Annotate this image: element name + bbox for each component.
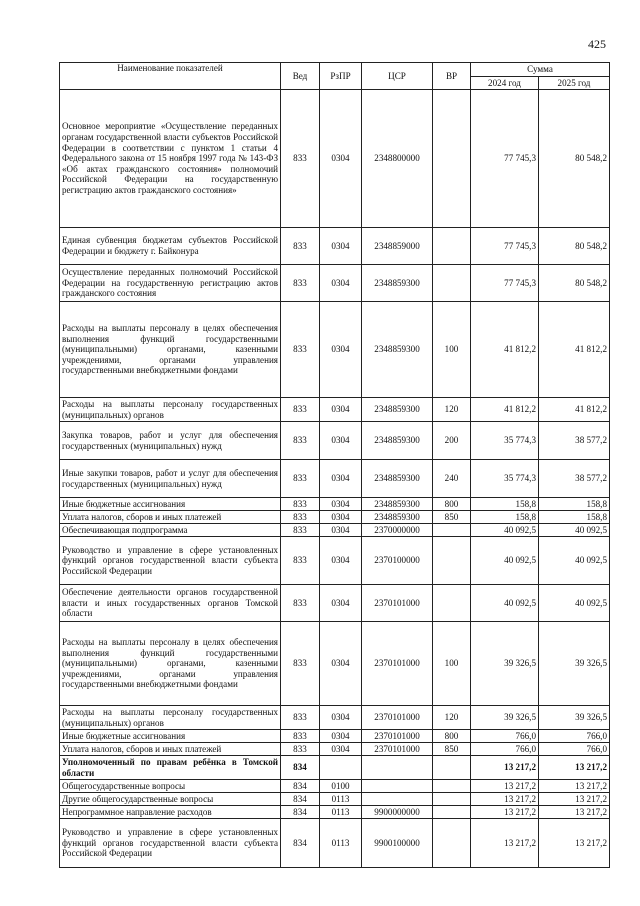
row-sum-2025: 80 548,2 (539, 228, 610, 265)
page-number: 425 (588, 37, 606, 51)
row-rzpr: 0304 (320, 422, 362, 460)
row-ved: 833 (281, 460, 320, 498)
row-sum-2025: 158,8 (539, 511, 610, 524)
row-rzpr: 0100 (320, 780, 362, 793)
row-sum-2025: 80 548,2 (539, 90, 610, 228)
row-sum-2025: 13 217,2 (539, 780, 610, 793)
row-sum-2025: 41 812,2 (539, 302, 610, 398)
table-row (60, 460, 610, 498)
row-ved: 833 (281, 498, 320, 511)
row-sum-2025: 766,0 (539, 730, 610, 743)
row-sum-2025: 13 217,2 (539, 819, 610, 868)
row-csr: 9900100000 (362, 819, 433, 868)
row-vr (433, 819, 471, 868)
header-sum: Сумма (471, 63, 610, 77)
row-sum-2025: 40 092,5 (539, 537, 610, 585)
row-rzpr: 0113 (320, 806, 362, 819)
row-sum-2025: 41 812,2 (539, 398, 610, 422)
row-vr (433, 756, 471, 780)
row-sum-2024: 39 326,5 (471, 706, 539, 730)
row-vr: 100 (433, 302, 471, 398)
row-csr: 2348859300 (362, 511, 433, 524)
row-rzpr: 0304 (320, 511, 362, 524)
row-vr (433, 228, 471, 265)
row-vr: 120 (433, 398, 471, 422)
table-row (60, 228, 610, 265)
row-vr (433, 265, 471, 302)
row-name: Непрограммное направление расходов (60, 806, 281, 819)
row-name: Закупка товаров, работ и услуг для обеспечения государственных (муниципальных) нужд (60, 422, 281, 460)
table-row (60, 511, 610, 524)
row-name: Уплата налогов, сборов и иных платежей (60, 743, 281, 756)
row-sum-2024: 13 217,2 (471, 780, 539, 793)
header-csr: ЦСР (362, 63, 433, 90)
table-row (60, 730, 610, 743)
row-rzpr: 0304 (320, 585, 362, 622)
header-year-2024: 2024 год (471, 77, 539, 90)
row-sum-2024: 41 812,2 (471, 302, 539, 398)
row-name: Расходы на выплаты персоналу государственных (муниципальных) органов (60, 398, 281, 422)
row-csr: 2348800000 (362, 90, 433, 228)
budget-table (59, 62, 610, 868)
row-name: Основное мероприятие «Осуществление переданных органам государственной власти субъектов Российской Федерации в соответствии с пунктом 1 статьи 4 Федерального закона от 15 ноября 1997 года № 143-ФЗ «Об актах гражданского состояния» полномочий Российской Федерации на государственную регистрацию актов гражданского состояния» (60, 90, 281, 228)
header-vr: ВР (433, 63, 471, 90)
header-name: Наименование показателей (60, 63, 281, 90)
table-row (60, 622, 610, 706)
row-vr: 200 (433, 422, 471, 460)
row-ved: 833 (281, 422, 320, 460)
row-sum-2024: 35 774,3 (471, 422, 539, 460)
row-ved: 833 (281, 622, 320, 706)
table-row (60, 743, 610, 756)
row-rzpr: 0304 (320, 302, 362, 398)
row-sum-2024: 766,0 (471, 743, 539, 756)
row-ved: 833 (281, 265, 320, 302)
table-row (60, 819, 610, 868)
row-rzpr: 0304 (320, 706, 362, 730)
row-name: Другие общегосударственные вопросы (60, 793, 281, 806)
row-ved: 833 (281, 706, 320, 730)
row-csr: 2348859300 (362, 422, 433, 460)
table-row (60, 265, 610, 302)
table-row (60, 537, 610, 585)
row-sum-2025: 39 326,5 (539, 622, 610, 706)
row-rzpr: 0113 (320, 819, 362, 868)
row-ved: 834 (281, 780, 320, 793)
row-rzpr (320, 756, 362, 780)
row-name: Осуществление переданных полномочий Российской Федерации на государственную регистрацию актов гражданского состояния (60, 265, 281, 302)
row-name: Обеспечивающая подпрограмма (60, 524, 281, 537)
row-rzpr: 0113 (320, 793, 362, 806)
row-csr (362, 793, 433, 806)
row-sum-2024: 158,8 (471, 511, 539, 524)
row-name: Иные бюджетные ассигнования (60, 730, 281, 743)
row-sum-2024: 13 217,2 (471, 793, 539, 806)
row-name: Единая субвенция бюджетам субъектов Российской Федерации и бюджету г. Байконура (60, 228, 281, 265)
table-row (60, 706, 610, 730)
row-ved: 833 (281, 743, 320, 756)
row-sum-2024: 77 745,3 (471, 265, 539, 302)
row-csr: 2370101000 (362, 743, 433, 756)
table-row (60, 806, 610, 819)
table-row (60, 585, 610, 622)
row-name: Расходы на выплаты персоналу в целях обеспечения выполнения функций государственными (муниципальными) органами, казенными учреждениями, органами управления государственными внебюджетными фондами (60, 622, 281, 706)
row-ved: 833 (281, 524, 320, 537)
row-ved: 833 (281, 228, 320, 265)
row-sum-2025: 13 217,2 (539, 806, 610, 819)
row-vr: 100 (433, 622, 471, 706)
row-vr: 120 (433, 706, 471, 730)
row-vr: 240 (433, 460, 471, 498)
row-sum-2024: 40 092,5 (471, 524, 539, 537)
row-csr: 2348859300 (362, 398, 433, 422)
row-ved: 833 (281, 585, 320, 622)
row-sum-2025: 13 217,2 (539, 793, 610, 806)
row-csr (362, 780, 433, 793)
row-ved: 834 (281, 756, 320, 780)
table-row (60, 498, 610, 511)
row-csr: 9900000000 (362, 806, 433, 819)
header-ved: Вед (281, 63, 320, 90)
row-sum-2025: 766,0 (539, 743, 610, 756)
row-sum-2024: 77 745,3 (471, 228, 539, 265)
table-row (60, 398, 610, 422)
row-name: Руководство и управление в сфере установленных функций органов государственной власти субъекта Российской Федерации (60, 819, 281, 868)
row-rzpr: 0304 (320, 537, 362, 585)
row-vr: 850 (433, 743, 471, 756)
table-row (60, 780, 610, 793)
row-ved: 833 (281, 302, 320, 398)
row-ved: 833 (281, 730, 320, 743)
row-rzpr: 0304 (320, 524, 362, 537)
row-name: Иные закупки товаров, работ и услуг для обеспечения государственных (муниципальных) нужд (60, 460, 281, 498)
row-sum-2024: 13 217,2 (471, 819, 539, 868)
row-sum-2025: 40 092,5 (539, 524, 610, 537)
row-csr: 2370100000 (362, 537, 433, 585)
row-sum-2024: 13 217,2 (471, 806, 539, 819)
row-rzpr: 0304 (320, 460, 362, 498)
row-sum-2024: 77 745,3 (471, 90, 539, 228)
row-sum-2024: 158,8 (471, 498, 539, 511)
row-vr (433, 585, 471, 622)
table-row (60, 793, 610, 806)
row-rzpr: 0304 (320, 398, 362, 422)
row-name: Обеспечение деятельности органов государственной власти и иных государственных органов Томской области (60, 585, 281, 622)
row-rzpr: 0304 (320, 498, 362, 511)
row-ved: 833 (281, 90, 320, 228)
row-rzpr: 0304 (320, 228, 362, 265)
row-vr: 800 (433, 730, 471, 743)
row-name: Уплата налогов, сборов и иных платежей (60, 511, 281, 524)
table-row (60, 302, 610, 398)
row-ved: 834 (281, 819, 320, 868)
row-sum-2025: 80 548,2 (539, 265, 610, 302)
row-name: Общегосударственные вопросы (60, 780, 281, 793)
row-ved: 834 (281, 806, 320, 819)
row-name: Уполномоченный по правам ребёнка в Томской области (60, 756, 281, 780)
table-row (60, 422, 610, 460)
row-ved: 833 (281, 511, 320, 524)
row-csr: 2370101000 (362, 622, 433, 706)
row-rzpr: 0304 (320, 622, 362, 706)
row-vr: 850 (433, 511, 471, 524)
row-csr: 2348859300 (362, 265, 433, 302)
row-vr (433, 537, 471, 585)
table-row (60, 756, 610, 780)
table-row (60, 524, 610, 537)
row-csr: 2370000000 (362, 524, 433, 537)
row-csr: 2348859300 (362, 302, 433, 398)
row-ved: 833 (281, 398, 320, 422)
header-rzpr: РзПР (320, 63, 362, 90)
row-name: Расходы на выплаты персоналу в целях обеспечения выполнения функций государственными (муниципальными) органами, казенными учреждениями, органами управления государственными внебюджетными фондами (60, 302, 281, 398)
row-sum-2025: 39 326,5 (539, 706, 610, 730)
row-csr: 2370101000 (362, 706, 433, 730)
row-sum-2024: 39 326,5 (471, 622, 539, 706)
row-vr (433, 780, 471, 793)
table-row (60, 90, 610, 228)
row-csr: 2348859300 (362, 460, 433, 498)
row-sum-2024: 35 774,3 (471, 460, 539, 498)
row-sum-2024: 13 217,2 (471, 756, 539, 780)
row-vr (433, 90, 471, 228)
row-vr (433, 806, 471, 819)
row-rzpr: 0304 (320, 730, 362, 743)
row-vr: 800 (433, 498, 471, 511)
row-sum-2024: 40 092,5 (471, 537, 539, 585)
row-rzpr: 0304 (320, 265, 362, 302)
row-csr: 2370101000 (362, 730, 433, 743)
row-sum-2025: 38 577,2 (539, 422, 610, 460)
row-name: Расходы на выплаты персоналу государственных (муниципальных) органов (60, 706, 281, 730)
row-sum-2025: 13 217,2 (539, 756, 610, 780)
row-sum-2025: 40 092,5 (539, 585, 610, 622)
row-sum-2024: 41 812,2 (471, 398, 539, 422)
row-csr: 2370101000 (362, 585, 433, 622)
row-name: Иные бюджетные ассигнования (60, 498, 281, 511)
row-csr: 2348859000 (362, 228, 433, 265)
row-csr (362, 756, 433, 780)
row-name: Руководство и управление в сфере установленных функций органов государственной власти субъекта Российской Федерации (60, 537, 281, 585)
row-ved: 833 (281, 537, 320, 585)
row-sum-2024: 40 092,5 (471, 585, 539, 622)
row-rzpr: 0304 (320, 743, 362, 756)
row-sum-2025: 38 577,2 (539, 460, 610, 498)
row-sum-2024: 766,0 (471, 730, 539, 743)
header-year-2025: 2025 год (539, 77, 610, 90)
row-ved: 834 (281, 793, 320, 806)
row-csr: 2348859300 (362, 498, 433, 511)
row-vr (433, 793, 471, 806)
row-sum-2025: 158,8 (539, 498, 610, 511)
row-vr (433, 524, 471, 537)
row-rzpr: 0304 (320, 90, 362, 228)
